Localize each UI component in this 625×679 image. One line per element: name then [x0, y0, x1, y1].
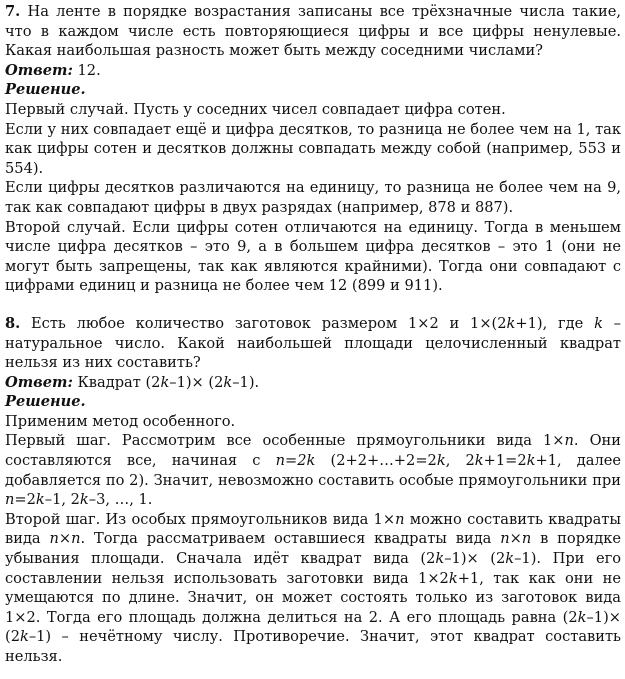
answer-label: Ответ:: [5, 373, 73, 391]
problem-7-answer: Ответ: 12.: [5, 61, 101, 79]
problem-8-statement: 8. Есть любое количество заготовок размером 1×2 и 1×(2k+1), где k – натуральное число. Какой наибольшей площади целочисленный квадрат нельзя из них составить?: [5, 314, 621, 372]
solution-label: Решение.: [5, 393, 86, 411]
problem-8-paragraph: Второй шаг. Из особых прямоугольников вида 1×n можно составить квадраты вида n×n. Тогда рассматриваем оставшиеся квадраты вида n×n в порядке убывания площади. Сначала идёт квадрат вида (2k–1)× (2k–1). При его составлении нельзя использовать заготовки вида 1×2k+1, так как они не умещаются по длине. Значит, он может состоять только из заготовок вида 1×2. Тогда его площадь должна делиться на 2. А его площадь равна (2k–1)× (2k–1) – нечётному числу. Противоречие. Значит, этот квадрат составить нельзя.: [5, 510, 622, 665]
problem-7-paragraph: Если у них совпадает ещё и цифра десятков, то разница не более чем на 1, так как цифры сотен и десятков должны совпадать между собой (например, 553 и 554).: [5, 120, 621, 177]
answer-label: Ответ:: [5, 61, 73, 79]
problem-7-paragraph: Первый случай. Пусть у соседних чисел совпадает цифра сотен.: [5, 100, 506, 118]
problem-7-paragraph: Если цифры десятков различаются на единицу, то разница не более чем на 9, так как совпадают цифры в двух разрядах (например, 878 и 887).: [5, 179, 621, 216]
problem-8-paragraph: Первый шаг. Рассмотрим все особенные прямоугольники вида 1×n. Они составляются все, начиная с n=2k (2+2+…+2=2k, 2k+1=2k+1, далее добавляется по 2). Значит, невозможно составить особые прямоугольники при n=2k–1, 2k–3, …, 1.: [5, 432, 621, 509]
problem-8-solution-heading: [5, 392, 621, 412]
problem-7-statement: 7. На ленте в порядке возрастания записаны все трёхзначные числа такие, что в каждом числе есть повторяющиеся цифры и все цифры ненулевые. Какая наибольшая разность может быть между соседними числами?: [5, 3, 621, 60]
solution-label: Решение.: [5, 81, 86, 99]
problem-8-answer: Ответ: Квадрат (2k–1)× (2k–1).: [5, 373, 260, 391]
problem-7-solution-heading: [5, 80, 621, 100]
problem-8-number: 8.: [5, 314, 21, 332]
problem-7-paragraph: Второй случай. Если цифры сотен отличаются на единицу. Тогда в меньшем числе цифра десятков – это 9, а в большем цифра десятков – это 1 (они не могут быть запрещены, так как являются крайними). Тогда они совпадают с цифрами единиц и разница не более чем 12 (899 и 911).: [5, 218, 621, 295]
problem-8-paragraph: Применим метод особенного.: [5, 412, 236, 430]
problem-7-number: 7.: [5, 3, 21, 20]
problem-separator: [5, 296, 621, 314]
